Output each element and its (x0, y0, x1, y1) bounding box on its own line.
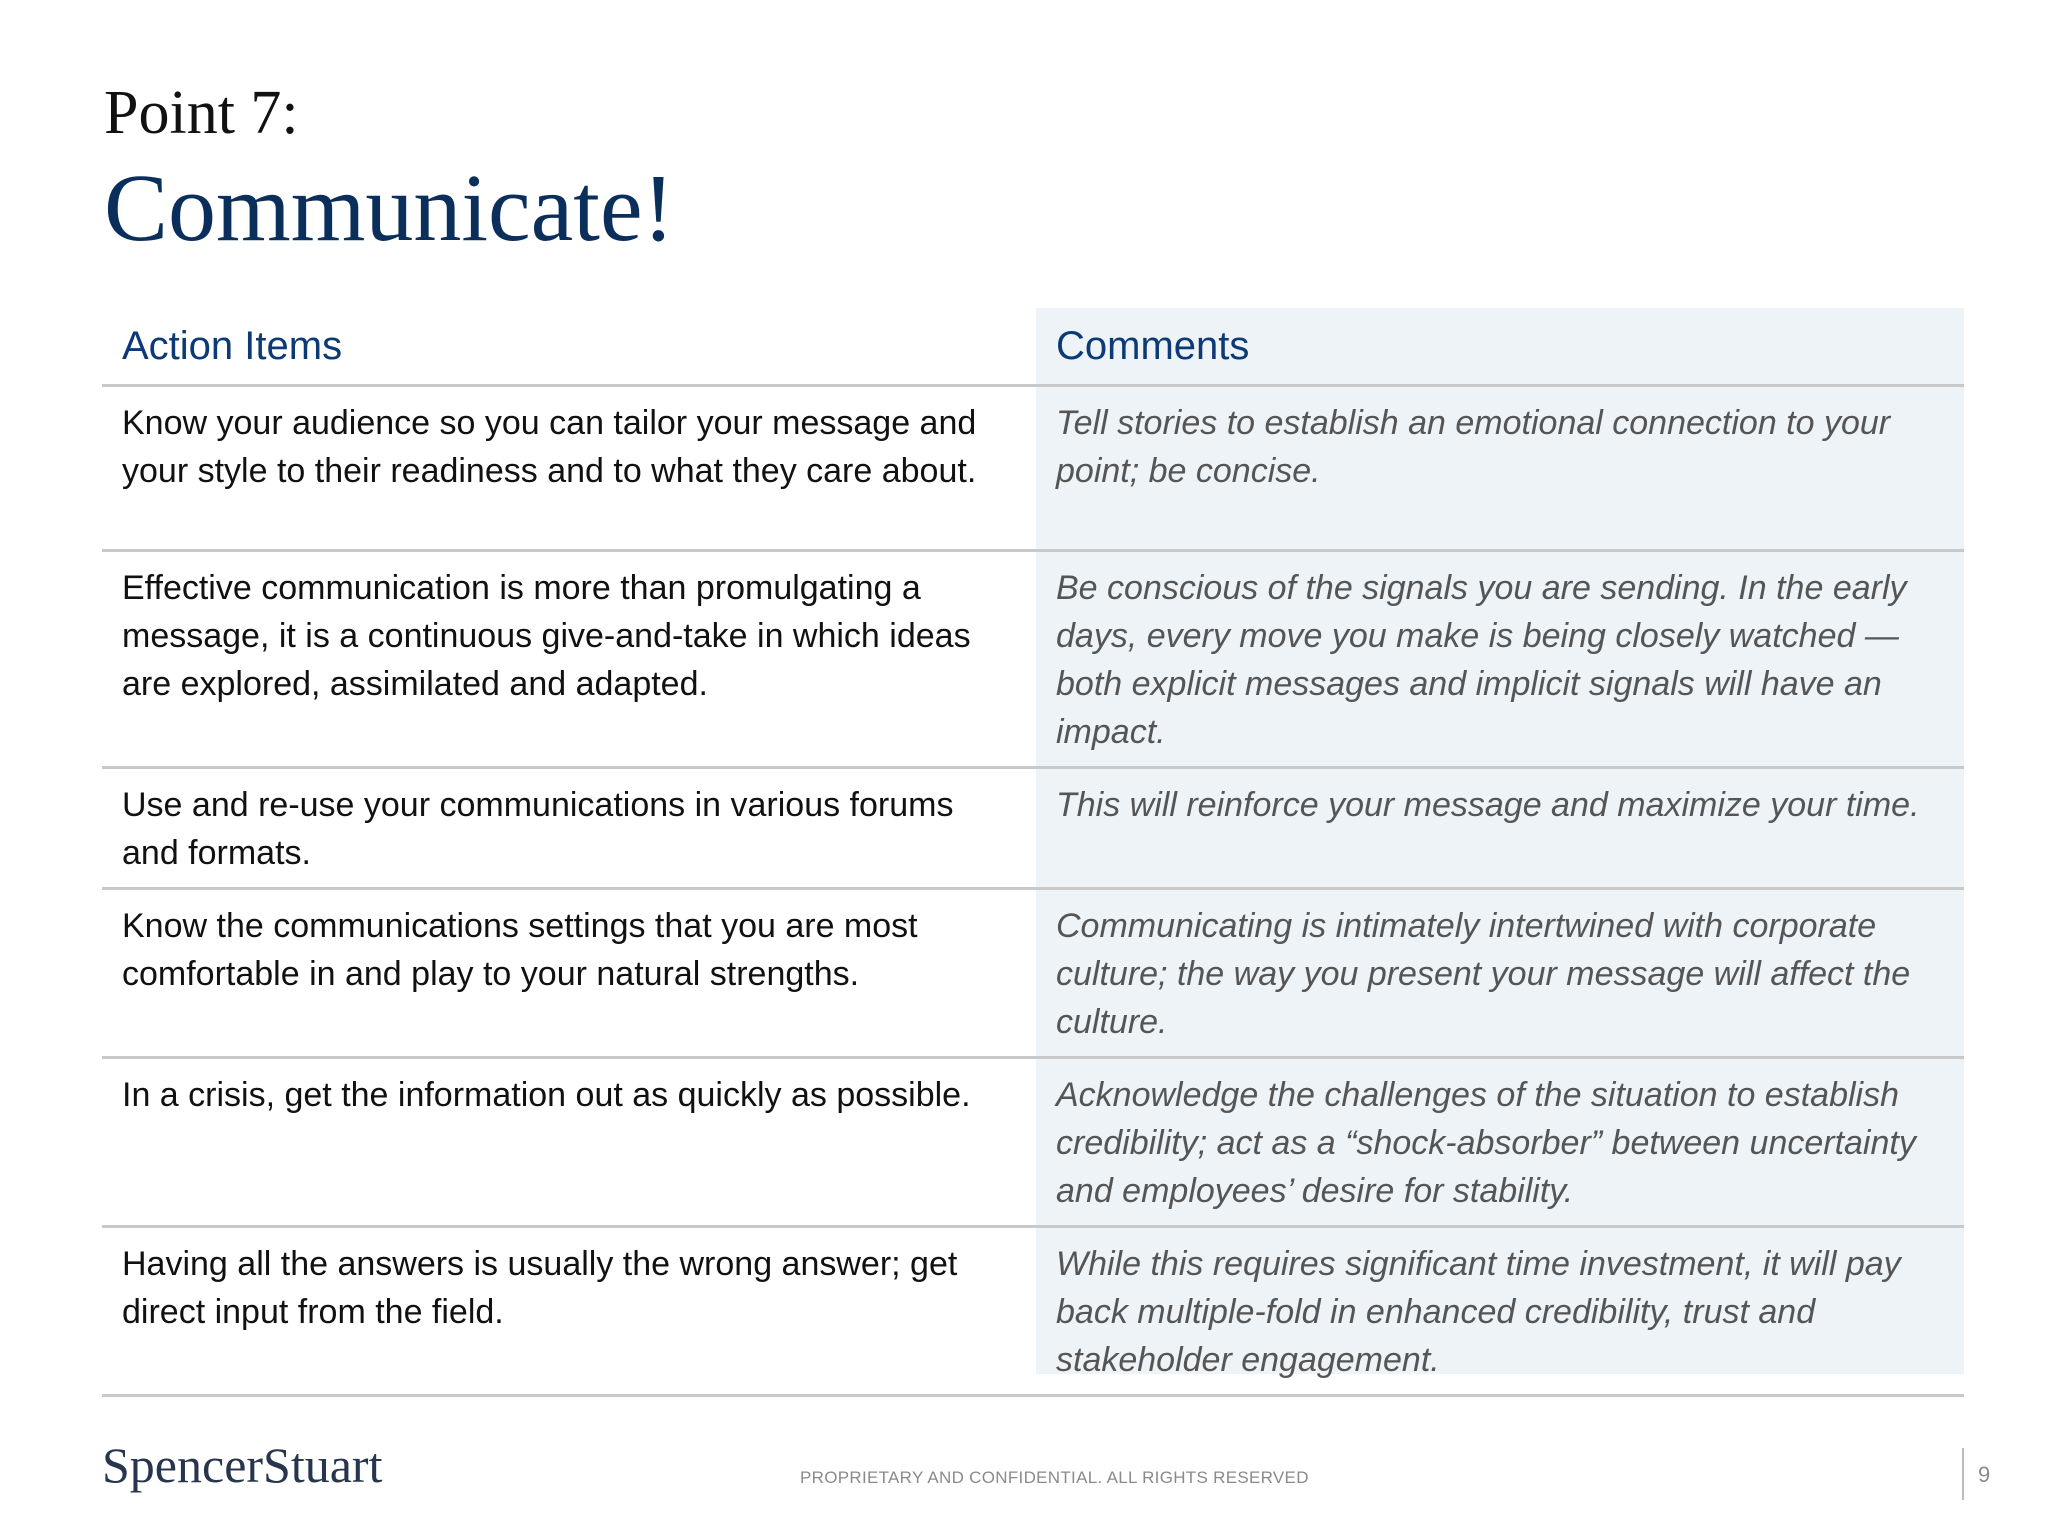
action-items-header: Action Items (102, 308, 1036, 386)
table-row (102, 889, 1964, 1058)
confidentiality-notice: PROPRIETARY AND CONFIDENTIAL. ALL RIGHTS RESERVED (800, 1468, 1309, 1487)
comments-header: Comments (1036, 308, 1964, 386)
action-item-cell: Having all the answers is usually the wrong answer; get direct input from the field. (102, 1227, 1036, 1396)
comment-cell: This will reinforce your message and maximize your time. (1036, 768, 1964, 889)
spencerstuart-logo: SpencerStuart (102, 1437, 383, 1493)
table-header-row (102, 308, 1964, 386)
table-row (102, 1227, 1964, 1396)
slide-subtitle: Point 7: (104, 79, 299, 147)
page-number: 9 (1978, 1462, 1991, 1487)
action-item-cell: Know the communications settings that you are most comfortable in and play to your natural strengths. (102, 889, 1036, 1058)
table-row (102, 386, 1964, 551)
comment-cell: While this requires significant time investment, it will pay back multiple-fold in enhanced credibility, trust and stakeholder engagement. (1036, 1227, 1964, 1396)
action-item-cell: Use and re-use your communications in various forums and formats. (102, 768, 1036, 889)
action-item-cell: Know your audience so you can tailor your message and your style to their readiness and to what they care about. (102, 386, 1036, 551)
comment-cell: Tell stories to establish an emotional connection to your point; be concise. (1036, 386, 1964, 551)
footer-divider (1962, 1448, 1964, 1500)
slide-title: Communicate! (104, 154, 675, 261)
comment-cell: Acknowledge the challenges of the situation to establish credibility; act as a “shock-absorber” between uncertainty and employees’ desire for stability. (1036, 1058, 1964, 1227)
action-item-cell: In a crisis, get the information out as quickly as possible. (102, 1058, 1036, 1227)
comment-cell: Communicating is intimately intertwined with corporate culture; the way you present your message will affect the culture. (1036, 889, 1964, 1058)
action-items-table (102, 308, 1964, 1397)
comment-cell: Be conscious of the signals you are sending. In the early days, every move you make is being closely watched — both explicit messages and implicit signals will have an impact. (1036, 551, 1964, 768)
table-row (102, 1058, 1964, 1227)
action-item-cell: Effective communication is more than promulgating a message, it is a continuous give-and-take in which ideas are explored, assimilated and adapted. (102, 551, 1036, 768)
table-row (102, 768, 1964, 889)
table-row (102, 551, 1964, 768)
